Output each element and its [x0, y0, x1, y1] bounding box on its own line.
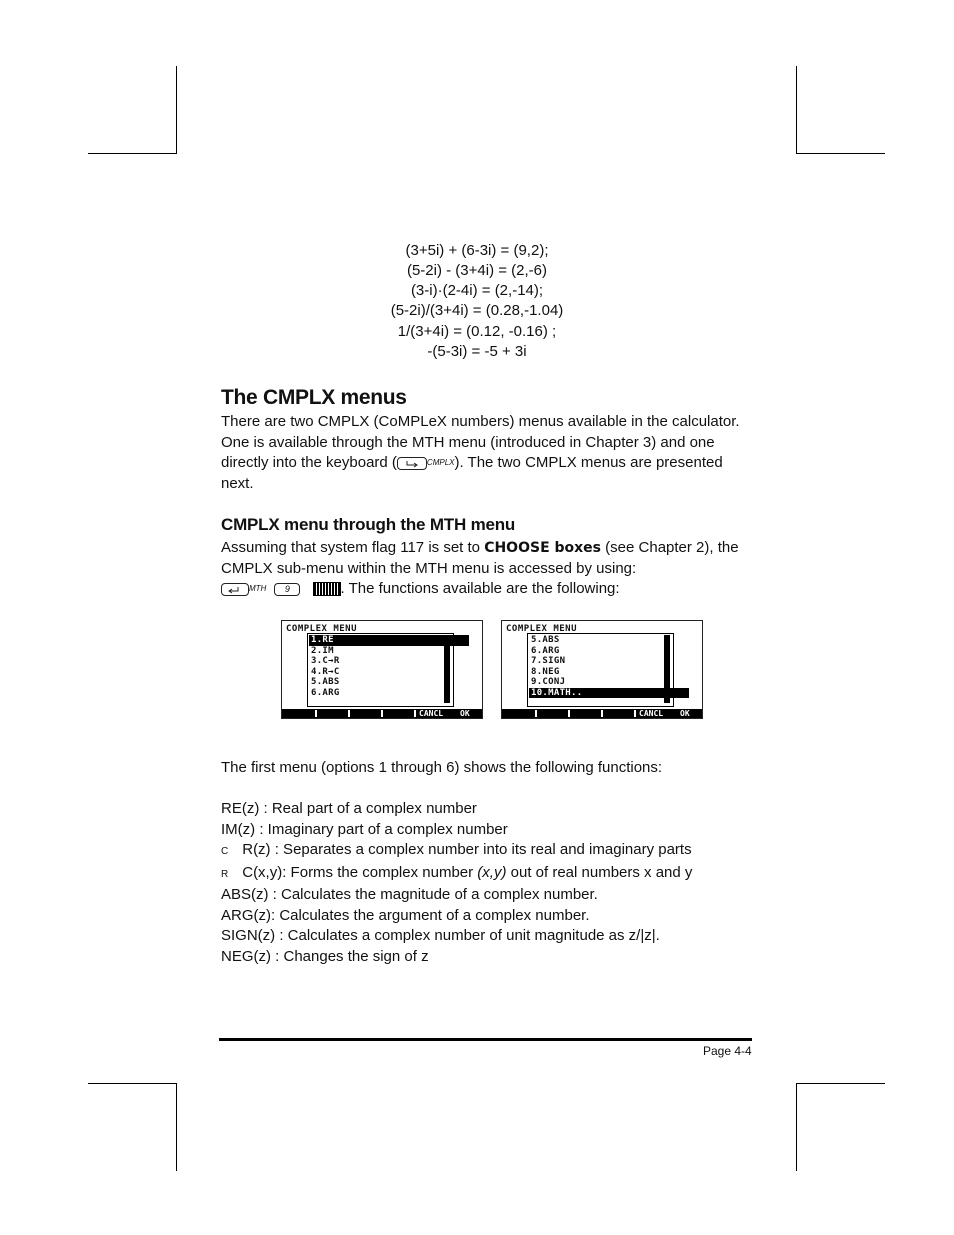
list-item[interactable]: 6.ARG	[531, 645, 560, 656]
crop-mark-tr-horizontal	[796, 153, 885, 154]
paragraph-text: There are two CMPLX (CoMPLeX numbers) menus available in the calculator. One is available through the MTH menu (introduced in Chapter 3) and one directly into the keyboard (	[221, 413, 740, 472]
calculator-screen-1	[281, 620, 483, 719]
subsection-title: CMPLX menu through the MTH menu	[221, 515, 516, 534]
definition-sign: SIGN(z) : Calculates a complex number of unit magnitude as z/|z|.	[221, 927, 660, 944]
softkey-divider	[414, 710, 416, 717]
paragraph-text: ). The two CMPLX menus are presented next.	[221, 454, 723, 492]
softkey-bar	[282, 709, 482, 718]
softkey-divider	[634, 710, 636, 717]
paragraph-text: . The functions available are the following:	[340, 580, 620, 598]
softkey-ok[interactable]: OK	[460, 709, 470, 718]
scrollbar[interactable]	[444, 635, 450, 703]
softkey-divider	[601, 710, 603, 717]
definition-text: C(x,y): Forms the complex number	[242, 863, 478, 881]
section-title: The CMPLX menus	[221, 386, 407, 409]
section-paragraph	[221, 412, 751, 494]
equation-line: (5-2i) - (3+4i) = (2,-6)	[406, 262, 548, 279]
equation-line: (3+5i) + (6-3i) = (9,2);	[405, 242, 549, 259]
footer-rule	[219, 1038, 752, 1041]
softkey-divider	[535, 710, 537, 717]
crop-mark-tl-horizontal	[88, 153, 177, 154]
definition-text: out of real numbers x and y	[506, 863, 693, 881]
ok-softkey-icon	[313, 582, 341, 596]
paragraph-text: (see Chapter 2), the CMPLX sub-menu within the MTH menu is accessed by using:	[221, 539, 739, 577]
list-item[interactable]: 10.MATH..	[529, 688, 689, 699]
scroll-thumb[interactable]	[665, 636, 669, 702]
screen-title: COMPLEX MENU	[506, 624, 578, 634]
subsection-paragraph	[221, 538, 751, 600]
list-item[interactable]: 5.ABS	[311, 677, 340, 687]
list-item[interactable]: 8.NEG	[531, 666, 560, 677]
equation-line: (3-i)·(2-4i) = (2,-14);	[410, 282, 544, 299]
equation-line: -(5-3i) = -5 + 3i	[427, 343, 527, 360]
list-item[interactable]: 3.C→R	[311, 656, 340, 666]
definitions-intro: The first menu (options 1 through 6) shows the following functions:	[221, 759, 663, 776]
equation-line: (5-2i)/(3+4i) = (0.28,-1.04)	[390, 302, 564, 319]
key-label: CMPLX	[426, 458, 455, 467]
right-shift-key-icon	[397, 457, 427, 470]
list-item[interactable]: 5.ABS	[531, 635, 560, 645]
list-item[interactable]: 6.ARG	[311, 687, 340, 698]
list-frame	[307, 633, 454, 707]
arrow-icon	[398, 458, 426, 469]
definition-r-to-c	[221, 863, 692, 886]
definition-re: RE(z) : Real part of a complex number	[221, 800, 477, 817]
nine-key: 9	[274, 583, 300, 596]
scrollbar[interactable]	[664, 635, 670, 703]
left-shift-key-icon	[221, 583, 249, 596]
bold-term: CHOOSE boxes	[484, 540, 601, 556]
definition-neg: NEG(z) : Changes the sign of z	[221, 947, 429, 965]
scroll-thumb[interactable]	[445, 636, 449, 702]
page-number: Page 4-4	[703, 1044, 752, 1058]
list-item[interactable]: 1.RE	[309, 635, 469, 646]
softkey-divider	[348, 710, 350, 717]
softkey-bar	[502, 709, 702, 718]
crop-mark-br-vertical	[796, 1083, 797, 1171]
softkey-divider	[381, 710, 383, 717]
screen-title: COMPLEX MENU	[286, 624, 358, 634]
softkey-cancel[interactable]: CANCL	[639, 709, 664, 718]
equation-line: 1/(3+4i) = (0.12, -0.16) ;	[397, 323, 557, 340]
definition-arg: ARG(z): Calculates the argument of a complex number.	[221, 906, 590, 924]
crop-mark-tl-vertical	[176, 66, 177, 154]
list-item[interactable]: 2.IM	[311, 645, 334, 656]
list-item[interactable]: 7.SIGN	[531, 656, 566, 666]
definition-abs: ABS(z) : Calculates the magnitude of a complex number.	[221, 886, 598, 903]
definitions-list	[221, 799, 692, 967]
calculator-screen-2	[501, 620, 703, 719]
arrow-label-small: R	[221, 868, 229, 880]
arrow-label-small: C	[221, 846, 229, 857]
definition-c-to-r	[221, 840, 692, 863]
list-item[interactable]: 9.CONJ	[531, 677, 566, 687]
softkey-cancel[interactable]: CANCL	[419, 709, 444, 718]
list-frame	[527, 633, 674, 707]
definition-text: R(z) : Separates a complex number into its real and imaginary parts	[242, 841, 692, 858]
list-item[interactable]: 4.R→C	[311, 666, 340, 677]
key-label: MTH	[249, 584, 267, 593]
crop-mark-br-horizontal	[796, 1083, 885, 1084]
definition-im: IM(z) : Imaginary part of a complex number	[221, 820, 508, 838]
crop-mark-tr-vertical	[796, 66, 797, 154]
paragraph-text: Assuming that system flag 117 is set to	[221, 539, 485, 556]
definition-italic: (x,y)	[477, 863, 507, 881]
crop-mark-bl-horizontal	[88, 1083, 177, 1084]
softkey-divider	[568, 710, 570, 717]
arrow-icon	[222, 584, 248, 595]
crop-mark-bl-vertical	[176, 1083, 177, 1171]
softkey-divider	[315, 710, 317, 717]
softkey-ok[interactable]: OK	[680, 709, 690, 718]
